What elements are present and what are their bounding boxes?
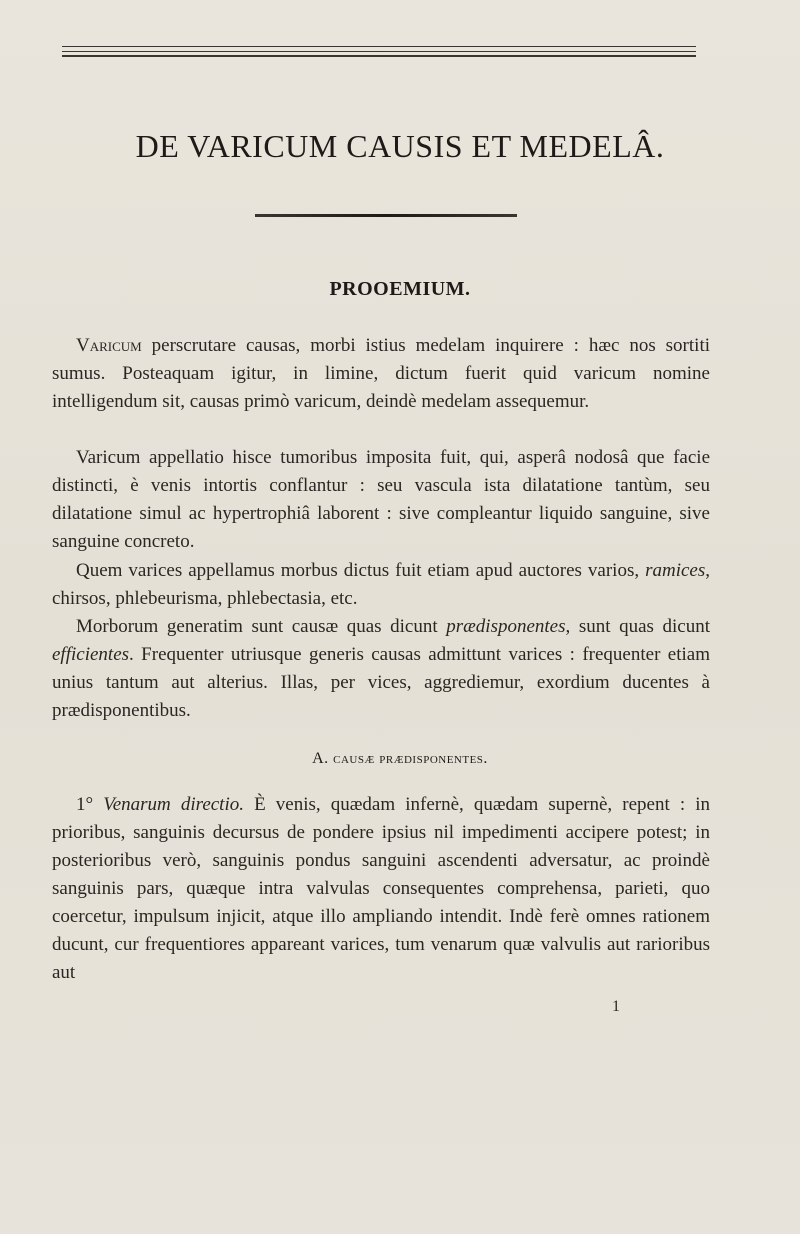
paragraph-text: perscrutare causas, morbi istius medelam inquirere : hæc nos sortiti sumus. Posteaquam igitur, in limine, dictum fuerit quid varicum nomine intelligendum sit, causas primò varicum, deindè medelam assequemur.	[52, 335, 710, 412]
paragraph-text: È venis, quædam infernè, quædam supernè, repent : in prioribus, sanguinis decursus de pondere ipsius nil impedimenti accipere potest; in posterioribus verò, sanguinis pondus sanguini ascendenti adversatur, ac proindè sanguinis pars, quæque intra valvulas consequentes comprehensa, parieti, quo coercetur, impulsum injicit, atque illo ampliando intendit. Indè ferè omnes rationem ducunt, cur frequentiores appareant varices, tum venarum quæ valvulis aut rarioribus aut	[52, 794, 710, 983]
paragraph-2: Varicum appellatio hisce tumoribus imposita fuit, qui, asperâ nodosâ que facie distincti, è venis intortis conflantur : seu vascula ista dilatatione tantùm, seu dilatatione simul ac hypertrophiâ laborent : sive compleantur liquido sanguine, sive sanguine concreto.	[52, 447, 710, 552]
paragraph-3	[52, 557, 710, 613]
section-heading: PROOEMIUM.	[329, 278, 471, 300]
paragraph-5	[52, 791, 710, 987]
lead-word: Varicum	[76, 335, 142, 356]
paragraph-1	[52, 332, 710, 416]
top-rule	[62, 51, 696, 52]
page-number: 1	[612, 998, 620, 1015]
paragraph-text: . Frequenter utriusque generis causas admittunt varices : frequenter etiam unius tantum aut alterius. Illas, per vices, aggrediemur, exordium ducentes à prædisponentibus.	[52, 644, 710, 721]
italic-term: prædisponentes	[446, 616, 566, 637]
subsection-heading: A. causæ prædisponentes.	[312, 750, 488, 767]
italic-term: Venarum directio.	[103, 794, 244, 815]
italic-term: ramices	[645, 560, 706, 581]
paragraph-4	[52, 613, 710, 725]
italic-term: efficientes	[52, 644, 130, 665]
item-number: 1°	[76, 794, 94, 815]
top-rule	[62, 46, 696, 47]
paragraph-text: Quem varices appellamus morbus dictus fuit etiam apud auctores varios,	[76, 560, 646, 581]
top-rule	[62, 55, 696, 57]
paragraph-text: , sunt quas dicunt	[565, 616, 710, 637]
paragraph-text: Morborum generatim sunt causæ quas dicunt	[76, 616, 447, 637]
paragraph-text: , chirsos, phlebeurisma, phlebectasia, etc.	[52, 560, 710, 609]
title-divider	[255, 214, 517, 217]
page-title: DE VARICUM CAUSIS ET MEDELÂ.	[135, 128, 665, 164]
